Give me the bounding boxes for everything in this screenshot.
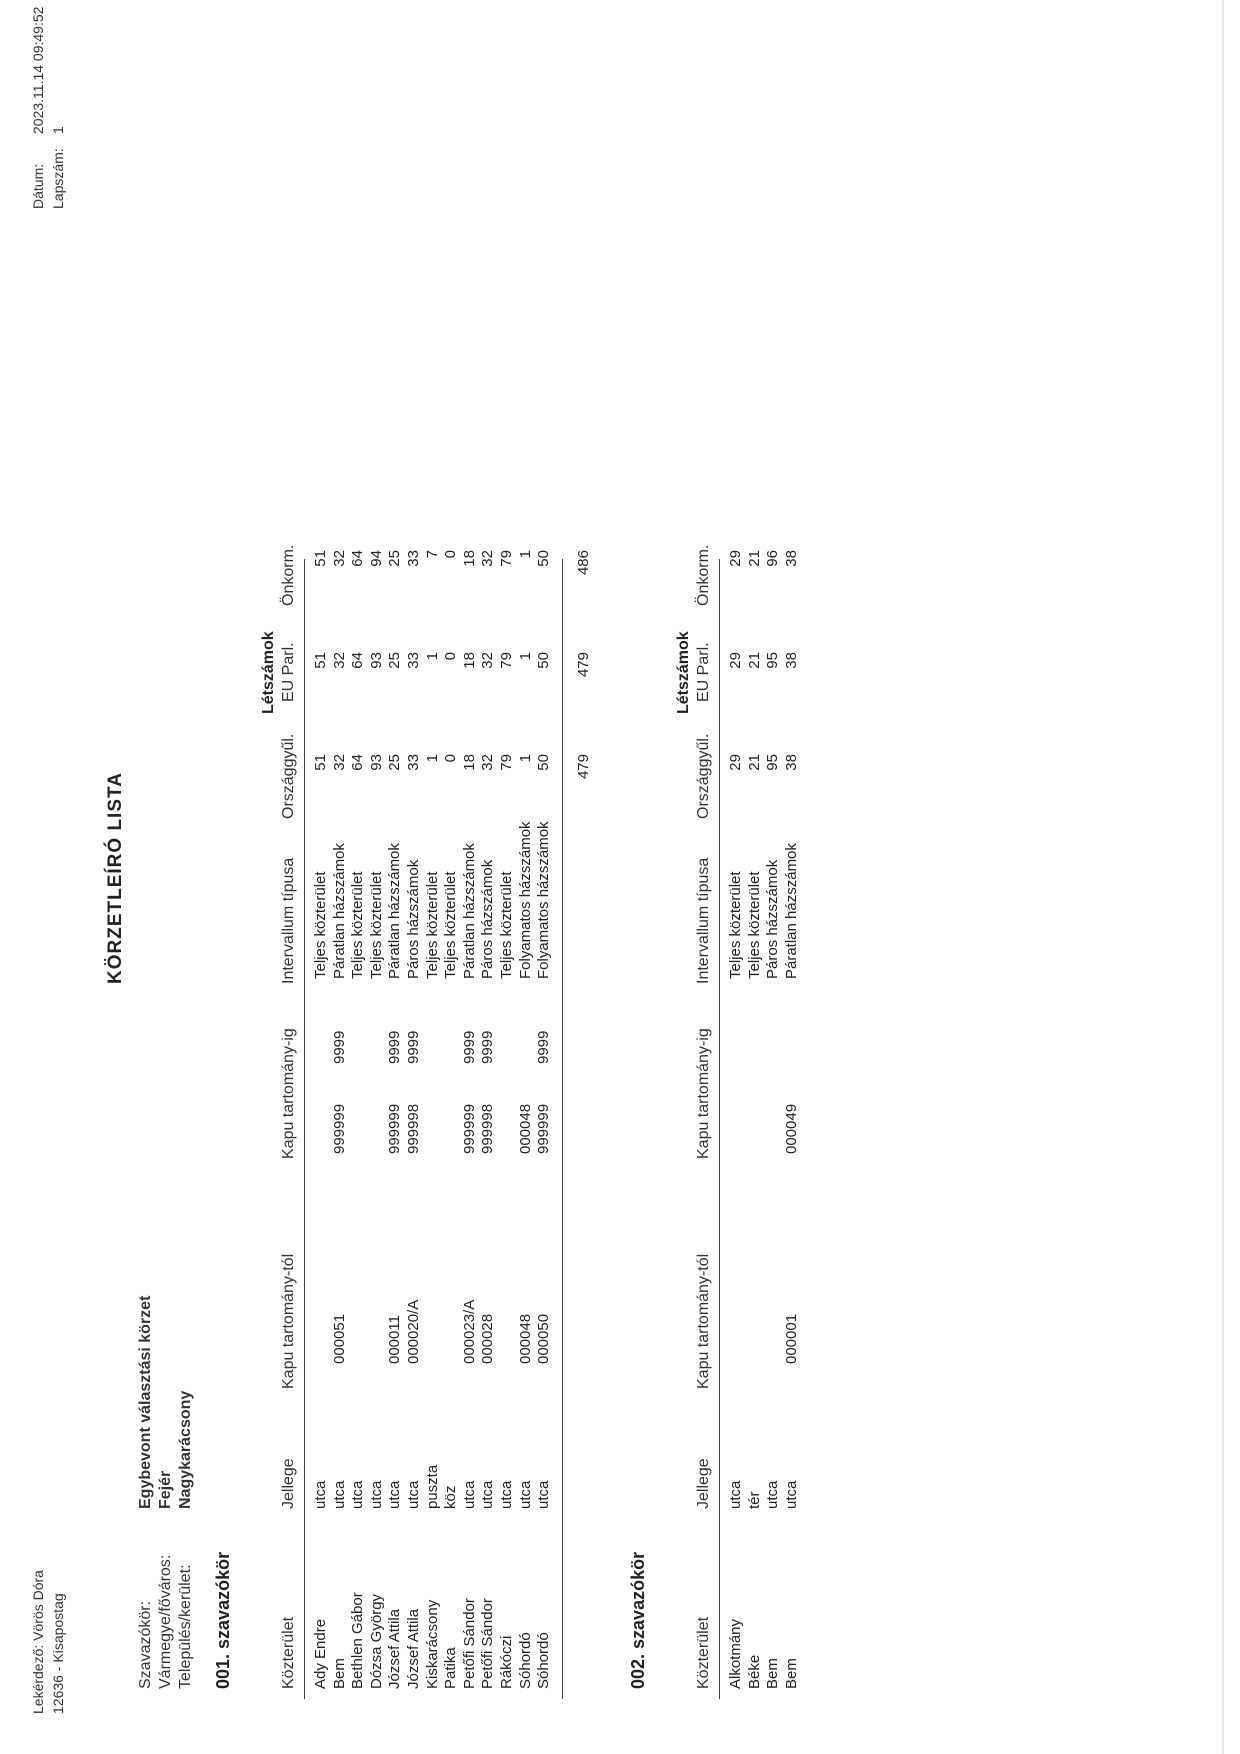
table-row: [442, 0, 460, 1754]
street-type: utca: [460, 1480, 478, 1509]
col-header-type: Jellege: [695, 1458, 712, 1509]
gate-from: 000051: [330, 1313, 348, 1364]
interval-type: Páratlan házszámok: [460, 843, 478, 979]
interval-type: Páratlan házszámok: [782, 843, 800, 979]
requester-line: Lekérdező: Vörös Dóra: [30, 1570, 46, 1714]
col-header-parliament: Országgyűl.: [695, 733, 712, 819]
table-row: [312, 0, 330, 1754]
gate-to: 999999: [535, 1103, 553, 1154]
table-row: [479, 0, 497, 1754]
count-eu: 29: [727, 652, 744, 669]
street-type: utca: [535, 1480, 553, 1509]
count-eu: 1: [423, 652, 441, 661]
interval-type: Páros házszámok: [405, 859, 422, 979]
count-eu: 64: [349, 652, 367, 669]
count-eu: 95: [764, 652, 782, 669]
count-parliament: 21: [745, 754, 763, 771]
count-parliament: 25: [386, 754, 404, 771]
meta-label-county: Vármegye/főváros:: [157, 1554, 174, 1689]
col-header-parliament: Országgyűl.: [280, 733, 297, 819]
count-local: 1: [516, 550, 534, 559]
gate-from: 000028: [479, 1313, 497, 1364]
col-header-gate-to: Kapu tartomány-ig: [280, 1028, 297, 1159]
count-local: 33: [405, 550, 422, 567]
count-local: 0: [442, 550, 460, 559]
count-local: 94: [367, 550, 385, 567]
street-type: puszta: [423, 1464, 441, 1509]
count-parliament: 32: [330, 754, 348, 771]
street-name: Bem: [764, 1658, 782, 1689]
count-local: 32: [479, 550, 497, 567]
table-row: [535, 0, 553, 1754]
table-row: [331, 0, 349, 1754]
section-title: 001. szavazókör: [213, 1551, 233, 1689]
count-local: 32: [330, 550, 348, 567]
date-value: 2023.11.14 09:49:52: [30, 6, 46, 134]
table-row: [424, 0, 442, 1754]
count-local: 51: [312, 550, 329, 567]
table-row: [764, 0, 782, 1754]
count-eu: 0: [442, 652, 460, 661]
street-name: Petőfi Sándor: [460, 1598, 478, 1689]
street-type: utca: [498, 1480, 515, 1509]
col-header-type: Jellege: [280, 1458, 297, 1509]
interval-type: Teljes közterület: [367, 871, 385, 979]
street-name: Sóhordó: [535, 1632, 553, 1689]
page-label: Lapszám:: [50, 148, 66, 209]
gate-to: 000048: [516, 1103, 534, 1154]
headcount-group-header: Létszámok: [260, 631, 277, 714]
count-eu: 79: [498, 652, 515, 669]
page-edge-rule: [1222, 0, 1224, 1754]
col-header-eu: EU Parl.: [695, 642, 712, 702]
street-type: utca: [405, 1480, 422, 1509]
gate-to: 999998: [479, 1103, 497, 1154]
count-eu: 21: [745, 652, 763, 669]
office-line: 12636 - Kisapostag: [50, 1593, 66, 1714]
count-local: 7: [423, 550, 441, 559]
count-eu: 25: [386, 652, 404, 669]
street-name: Kiskarácsony: [423, 1599, 441, 1689]
street-name: Ady Endre: [312, 1618, 329, 1689]
street-name: Bem: [330, 1658, 348, 1689]
street-name: Bem: [782, 1658, 800, 1689]
table-header-rule: [304, 559, 305, 1699]
count-parliament: 93: [367, 754, 385, 771]
street-name: Rákóczi: [498, 1635, 515, 1689]
table-header-rule: [719, 559, 720, 1699]
total-local: 486: [575, 550, 592, 576]
street-type: utca: [764, 1480, 782, 1509]
gate-to-building: 9999: [405, 1030, 422, 1064]
gate-to-building: 9999: [479, 1030, 497, 1064]
total-eu: 479: [575, 652, 592, 678]
count-eu: 51: [312, 652, 329, 669]
interval-type: Teljes közterület: [727, 871, 744, 979]
count-local: 79: [498, 550, 515, 567]
count-local: 38: [782, 550, 800, 567]
count-parliament: 29: [727, 754, 744, 771]
count-parliament: 18: [460, 754, 478, 771]
col-header-local: Önkorm.: [695, 544, 712, 606]
interval-type: Teljes közterület: [312, 871, 329, 979]
street-name: Patika: [442, 1647, 460, 1689]
col-header-gate-from: Kapu tartomány-tól: [280, 1253, 297, 1389]
headcount-group-header: Létszámok: [675, 631, 692, 714]
count-local: 25: [386, 550, 404, 567]
street-name: József Attila: [405, 1608, 422, 1689]
street-type: utca: [349, 1480, 367, 1509]
table-row: [783, 0, 801, 1754]
gate-from: 000023/A: [460, 1299, 478, 1364]
interval-type: Folyamatos házszámok: [516, 821, 534, 979]
gate-to-building: 9999: [386, 1030, 404, 1064]
meta-value-precinct: Egybevont választási körzet: [137, 1295, 154, 1509]
street-name: Alkotmány: [727, 1618, 744, 1689]
page-number: 1: [50, 126, 66, 134]
meta-value-county: Fejér: [157, 1470, 174, 1509]
total-parliament: 479: [575, 754, 592, 780]
street-type: utca: [312, 1480, 329, 1509]
gate-from: 000001: [782, 1313, 800, 1364]
interval-type: Teljes közterület: [745, 871, 763, 979]
gate-from: 000048: [516, 1313, 534, 1364]
street-type: utca: [386, 1480, 404, 1509]
count-parliament: 64: [349, 754, 367, 771]
page-title: KÖRZETLEÍRÓ LISTA: [105, 772, 126, 984]
table-row: [405, 0, 423, 1754]
table-row: [386, 0, 404, 1754]
count-local: 29: [727, 550, 744, 567]
count-parliament: 1: [516, 754, 534, 763]
col-header-interval: Intervallum típusa: [695, 857, 712, 984]
street-name: Sóhordó: [516, 1632, 534, 1689]
count-eu: 1: [516, 652, 534, 661]
interval-type: Páros házszámok: [479, 859, 497, 979]
count-eu: 32: [479, 652, 497, 669]
count-parliament: 50: [535, 754, 553, 771]
count-parliament: 33: [405, 754, 422, 771]
street-type: utca: [330, 1480, 348, 1509]
interval-type: Páros házszámok: [764, 859, 782, 979]
interval-type: Teljes közterület: [498, 871, 515, 979]
gate-to: 999999: [460, 1103, 478, 1154]
interval-type: Teljes közterület: [349, 871, 367, 979]
count-eu: 18: [460, 652, 478, 669]
street-name: Dózsa György: [367, 1593, 385, 1689]
street-type: utca: [367, 1480, 385, 1509]
totals-row: [575, 0, 593, 1754]
street-type: tér: [745, 1491, 763, 1509]
col-header-local: Önkorm.: [280, 544, 297, 606]
gate-from: 000011: [386, 1315, 404, 1364]
interval-type: Páratlan házszámok: [386, 843, 404, 979]
count-eu: 50: [535, 652, 553, 669]
meta-label-precinct: Szavazókör:: [137, 1600, 154, 1689]
count-local: 96: [764, 550, 782, 567]
table-row: [461, 0, 479, 1754]
street-type: köz: [442, 1485, 460, 1509]
count-local: 21: [745, 550, 763, 567]
street-name: Bethlen Gábor: [349, 1592, 367, 1689]
col-header-eu: EU Parl.: [280, 642, 297, 702]
count-parliament: 51: [312, 754, 329, 771]
count-parliament: 0: [442, 754, 460, 763]
gate-to: 000049: [782, 1103, 800, 1154]
street-type: utca: [727, 1480, 744, 1509]
count-eu: 33: [405, 652, 422, 669]
date-label: Dátum:: [30, 163, 46, 209]
street-name: Petőfi Sándor: [479, 1598, 497, 1689]
count-eu: 38: [782, 652, 800, 669]
table-row: [349, 0, 367, 1754]
section-title: 002. szavazókör: [628, 1551, 648, 1689]
count-parliament: 95: [764, 754, 782, 771]
count-local: 64: [349, 550, 367, 567]
col-header-gate-to: Kapu tartomány-ig: [695, 1028, 712, 1159]
interval-type: Folyamatos házszámok: [535, 821, 553, 979]
street-type: utca: [479, 1480, 497, 1509]
gate-to-building: 9999: [460, 1030, 478, 1064]
street-name: József Attila: [386, 1608, 404, 1689]
col-header-street: Közterület: [280, 1616, 297, 1689]
interval-type: Teljes közterület: [423, 871, 441, 979]
count-local: 18: [460, 550, 478, 567]
gate-from: 000020/A: [405, 1299, 422, 1364]
gate-to: 999999: [330, 1103, 348, 1154]
totals-rule: [562, 559, 563, 1699]
street-name: Béke: [745, 1654, 763, 1689]
count-parliament: 38: [782, 754, 800, 771]
interval-type: Teljes közterület: [442, 871, 460, 979]
gate-from: 000050: [535, 1313, 553, 1364]
gate-to-building: 9999: [535, 1030, 553, 1064]
count-parliament: 32: [479, 754, 497, 771]
count-parliament: 1: [423, 754, 441, 763]
table-row: [746, 0, 764, 1754]
count-parliament: 79: [498, 754, 515, 771]
col-header-gate-from: Kapu tartomány-tól: [695, 1253, 712, 1389]
col-header-street: Közterület: [695, 1616, 712, 1689]
count-eu: 32: [330, 652, 348, 669]
table-row: [517, 0, 535, 1754]
gate-to: 999999: [386, 1103, 404, 1154]
meta-label-settlement: Település/kerület:: [177, 1564, 194, 1689]
table-row: [498, 0, 516, 1754]
col-header-interval: Intervallum típusa: [280, 857, 297, 984]
street-type: utca: [516, 1480, 534, 1509]
interval-type: Páratlan házszámok: [330, 843, 348, 979]
gate-to-building: 9999: [330, 1030, 348, 1064]
street-type: utca: [782, 1480, 800, 1509]
count-local: 50: [535, 550, 553, 567]
count-eu: 93: [367, 652, 385, 669]
table-row: [368, 0, 386, 1754]
meta-value-settlement: Nagykarácsony: [177, 1390, 194, 1509]
gate-to: 999998: [405, 1103, 422, 1154]
table-row: [727, 0, 745, 1754]
